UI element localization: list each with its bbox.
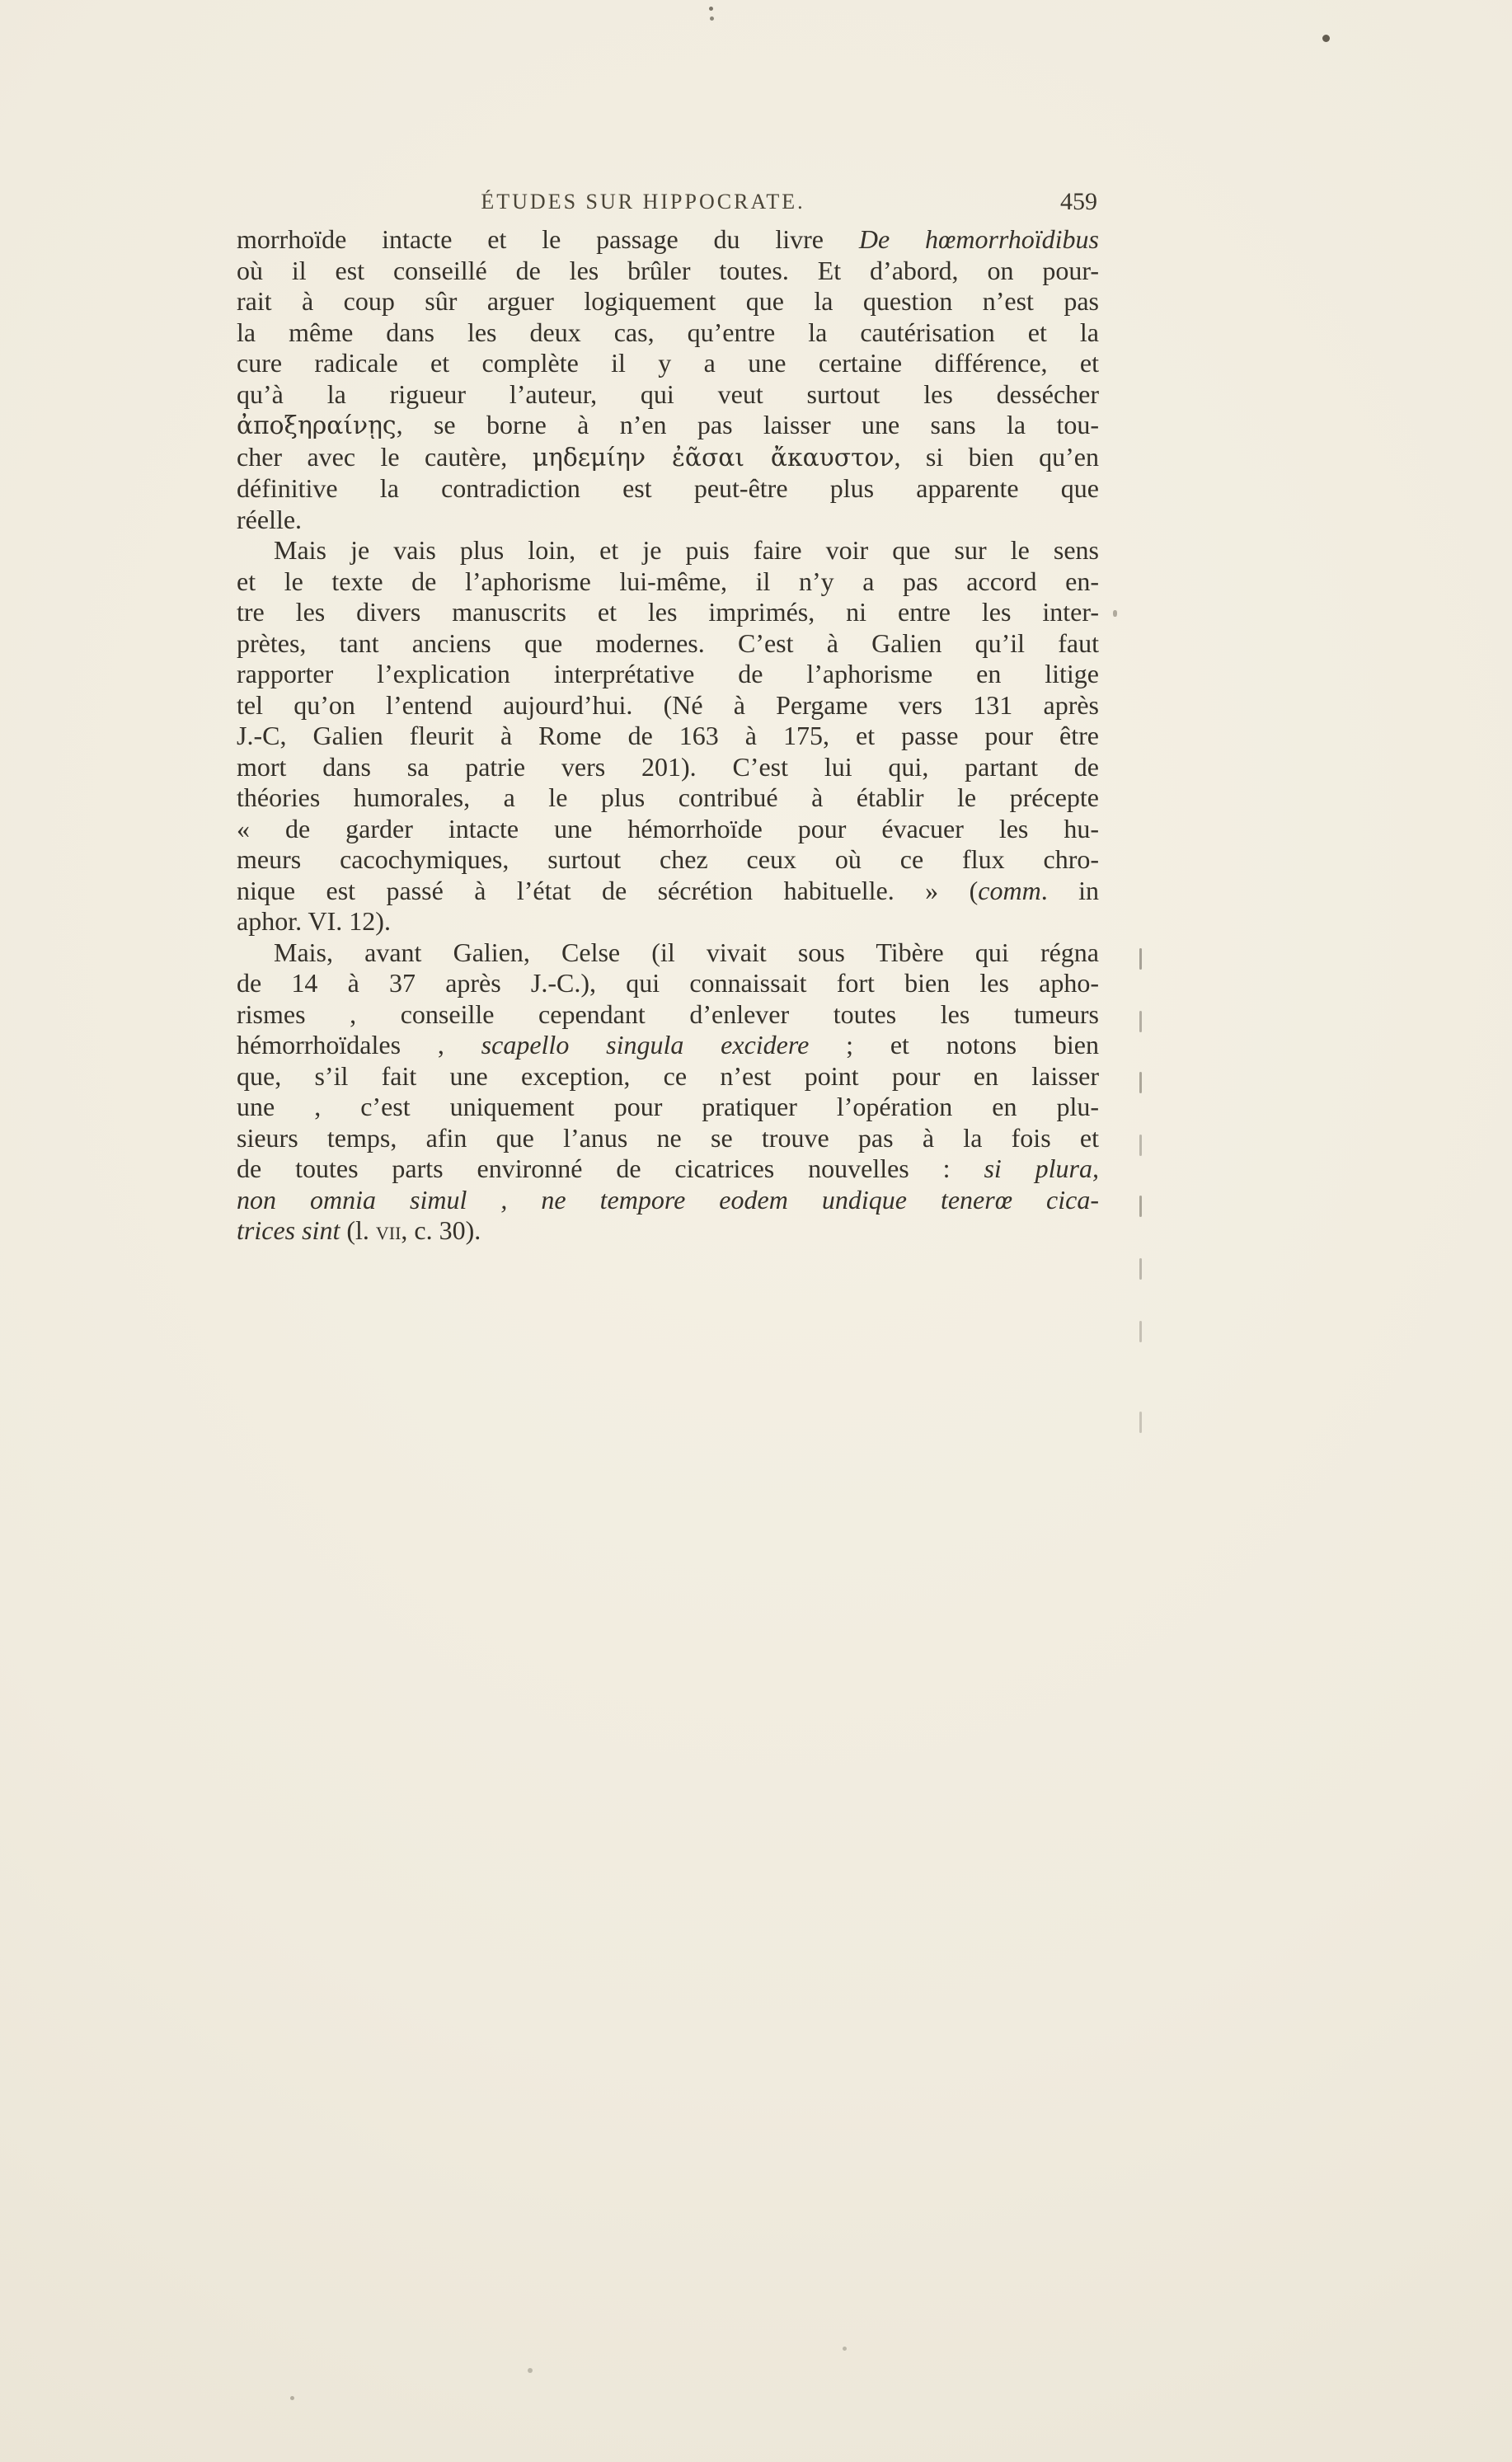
text-line: [237, 782, 1099, 814]
margin-tick: [1139, 1321, 1142, 1342]
text-segment: aphor. VI. 12).: [237, 906, 391, 936]
text-segment: prètes, tant anciens que modernes. C’est à Galien qu’il faut: [237, 627, 1099, 658]
text-segment: , si bien qu’en: [894, 441, 1100, 472]
text-line: [237, 535, 1099, 566]
text-segment: de 14 à 37 après J.-C.), qui connaissait fort bien les apho-: [237, 968, 1099, 998]
text-line: [237, 844, 1099, 876]
text-segment: rait à coup sûr arguer logiquement que la question n’est pas: [237, 286, 1099, 316]
text-line: [237, 473, 1099, 505]
text-segment: réelle.: [237, 504, 303, 534]
text-segment: une , c’est uniquement pour pratiquer l’opération en plu-: [237, 1092, 1099, 1121]
text-segment: μηδεμίην ἐᾶσαι ἄκαυστον: [532, 443, 895, 472]
text-segment: nique est passé à l’état de sécrétion habituelle. » (: [237, 875, 979, 905]
text-line: [237, 348, 1099, 379]
text-segment: , se borne à n’en pas laisser une sans la tou-: [396, 410, 1099, 439]
margin-tick: [1139, 1135, 1142, 1156]
text-line: [237, 505, 1099, 536]
margin-tick: [1139, 948, 1142, 970]
text-line: [237, 566, 1099, 598]
text-line: [237, 999, 1099, 1031]
scan-speck: [709, 7, 713, 11]
text-segment: ; et notons bien: [809, 1030, 1100, 1060]
scan-speck: [528, 2368, 533, 2373]
running-head: ÉTUDES SUR HIPPOCRATE.: [481, 190, 805, 214]
text-line: [237, 379, 1099, 411]
text-line: [237, 317, 1099, 349]
scan-speck: [710, 16, 714, 21]
text-segment: rapporter l’explication interprétative de l’aphorisme en litige: [237, 659, 1099, 688]
text-segment: morrhoïde intacte et le passage du livre: [237, 224, 859, 254]
text-segment: (l.: [340, 1215, 376, 1245]
text-segment: que, s’il fait une exception, ce n’est point pour en laisser: [237, 1060, 1099, 1091]
text-line: [237, 1185, 1099, 1216]
text-line: [237, 1061, 1099, 1092]
text-line: [237, 721, 1099, 752]
page-number: 459: [1060, 188, 1097, 215]
text-segment: définitive la contradiction est peut-être plus apparente que: [237, 473, 1099, 503]
text-segment: comm: [978, 875, 1041, 905]
text-segment: De hœmorrhoïdibus: [858, 224, 1099, 254]
scan-speck: [1322, 35, 1330, 42]
text-segment: qu’à la rigueur l’auteur, qui veut surtout les dessécher: [237, 378, 1099, 409]
text-segment: Mais je vais plus loin, et je puis faire voir que sur le sens: [274, 535, 1099, 565]
text-segment: où il est conseillé de les brûler toutes. Et d’abord, on pour-: [237, 255, 1099, 285]
text-line: [237, 659, 1099, 690]
text-segment: , c. 30).: [401, 1215, 481, 1245]
text-line: [237, 224, 1099, 256]
margin-tick: [1139, 1412, 1142, 1433]
text-segment: Mais, avant Galien, Celse (il vivait sous Tibère qui régna: [274, 937, 1099, 967]
text-line: [237, 442, 1099, 474]
text-line: [237, 410, 1099, 442]
text-line: [237, 1030, 1099, 1061]
text-segment: tre les divers manuscrits et les imprimés, ni entre les inter-: [237, 597, 1099, 627]
text-line: [237, 1092, 1099, 1123]
text-segment: théories humorales, a le plus contribué à établir le précepte: [237, 782, 1099, 812]
text-line: [237, 814, 1099, 845]
text-segment: scapello singula excidere: [481, 1030, 810, 1060]
text-segment: la même dans les deux cas, qu’entre la cautérisation et la: [237, 317, 1099, 347]
text-segment: rismes , conseille cependant d’enlever toutes les tumeurs: [237, 998, 1099, 1029]
text-column: [237, 224, 1099, 1247]
text-segment: si plura,: [984, 1153, 1100, 1183]
text-line: [237, 1123, 1099, 1154]
text-line: [237, 690, 1099, 721]
paragraph: [237, 535, 1099, 937]
text-line: [237, 628, 1099, 660]
text-line: [237, 968, 1099, 999]
text-line: [237, 286, 1099, 317]
text-segment: . in: [1040, 875, 1100, 905]
page-header: [237, 190, 1099, 224]
margin-tick: [1139, 1011, 1142, 1032]
text-segment: « de garder intacte une hémorrhoïde pour évacuer les hu-: [237, 813, 1099, 843]
text-line: [237, 876, 1099, 907]
paragraph: [237, 224, 1099, 535]
text-segment: ἀποξηραίνῃς: [237, 411, 397, 440]
text-line: [237, 937, 1099, 969]
text-segment: non omnia simul , ne tempore eodem undique tenerœ cica-: [237, 1184, 1099, 1215]
text-segment: tel qu’on l’entend aujourd’hui. (Né à Pergame vers 131 après: [237, 689, 1099, 720]
text-line: [237, 752, 1099, 783]
text-segment: cher avec le cautère,: [237, 441, 533, 472]
margin-tick: [1139, 1258, 1142, 1280]
text-line: [237, 906, 1099, 937]
text-segment: hémorrhoïdales ,: [237, 1030, 481, 1060]
text-segment: trices sint: [237, 1215, 340, 1245]
text-line: [237, 1153, 1099, 1185]
text-segment: vii: [375, 1215, 401, 1245]
text-line: [237, 597, 1099, 628]
paragraph: [237, 937, 1099, 1247]
text-segment: cure radicale et complète il y a une certaine différence, et: [237, 348, 1099, 378]
text-line: [237, 1215, 1099, 1247]
scan-speck: [843, 2347, 847, 2351]
text-segment: et le texte de l’aphorisme lui-même, il n’y a pas accord en-: [237, 566, 1099, 596]
text-segment: de toutes parts environné de cicatrices nouvelles :: [237, 1153, 984, 1183]
margin-tick: [1139, 1072, 1142, 1093]
margin-tick: [1139, 1196, 1142, 1217]
text-line: [237, 256, 1099, 287]
text-segment: mort dans sa patrie vers 201). C’est lui qui, partant de: [237, 751, 1099, 782]
text-segment: J.-C, Galien fleurit à Rome de 163 à 175, et passe pour être: [237, 721, 1099, 750]
text-segment: sieurs temps, afin que l’anus ne se trouve pas à la fois et: [237, 1122, 1099, 1153]
scan-speck: [290, 2396, 294, 2400]
text-segment: meurs cacochymiques, surtout chez ceux où ce flux chro-: [237, 844, 1099, 874]
scan-speck: [1113, 610, 1117, 617]
